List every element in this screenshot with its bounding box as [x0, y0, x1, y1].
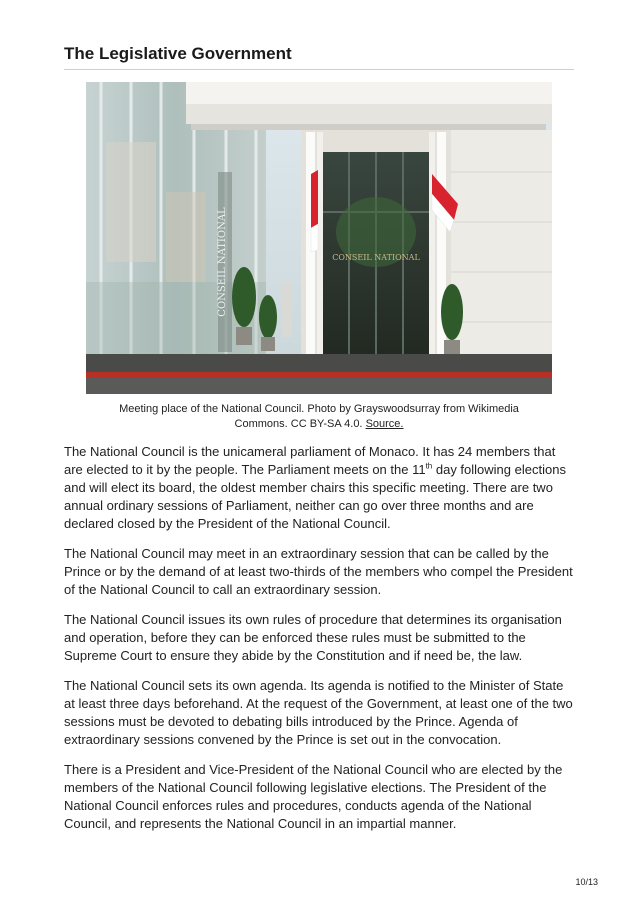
- national-council-photo: [86, 82, 552, 394]
- page-number: 10/13: [575, 877, 598, 887]
- ordinal-suffix: th: [425, 461, 433, 471]
- paragraph-1: [64, 443, 576, 533]
- paragraph-3: The National Council issues its own rules of procedure that determines its organisation and operation, before they can be enforced these rules must be submitted to the Supreme Court to ensure they abide by the Constitution and if need be, the law.: [64, 612, 562, 663]
- photo-caption: [100, 402, 538, 432]
- caption-source-link[interactable]: Source.: [365, 418, 404, 430]
- paragraph-2: The National Council may meet in an extraordinary session that can be called by the Prince or by the demand of at least two-thirds of the members who compel the President of the National Council to call an extraordinary session.: [64, 546, 573, 597]
- paragraph-4: The National Council sets its own agenda. Its agenda is notified to the Minister of State at least three days beforehand. At the request of the Government, at least one of the two sessions must be devoted to debating bills introduced by the Prince. Agenda of extraordinary sessions convened by the Prince is set out in the convocation.: [64, 678, 573, 747]
- paragraph-5: There is a President and Vice-President of the National Council who are elected by the members of the National Council following legislative elections. The President of the National Council enforces rules and procedures, conducts agenda of the National Council, and represents the National Council in an impartial manner.: [64, 762, 563, 831]
- page-title: The Legislative Government: [64, 44, 292, 63]
- facade-sign-vertical: CONSEIL NATIONAL: [217, 207, 228, 317]
- article-body: [64, 443, 576, 845]
- paragraph-1-part-a: The National Council is the unicameral parliament of Monaco. It has 24 members that are elected to it by the people. The Parliament meets on the 11: [64, 444, 556, 477]
- caption-text: Meeting place of the National Council. Photo by Grayswoodsurray from Wikimedia Commons. CC BY-SA 4.0.: [119, 403, 519, 430]
- paragraph-1-part-b: day following elections and will elect its board, the oldest member chairs this specific meeting. There are two annual ordinary sessions of Parliament, neither can go over three months and are declared closed by the President of the National Council.: [64, 462, 566, 531]
- title-divider: [64, 69, 574, 70]
- door-sign: CONSEIL NATIONAL: [332, 253, 420, 262]
